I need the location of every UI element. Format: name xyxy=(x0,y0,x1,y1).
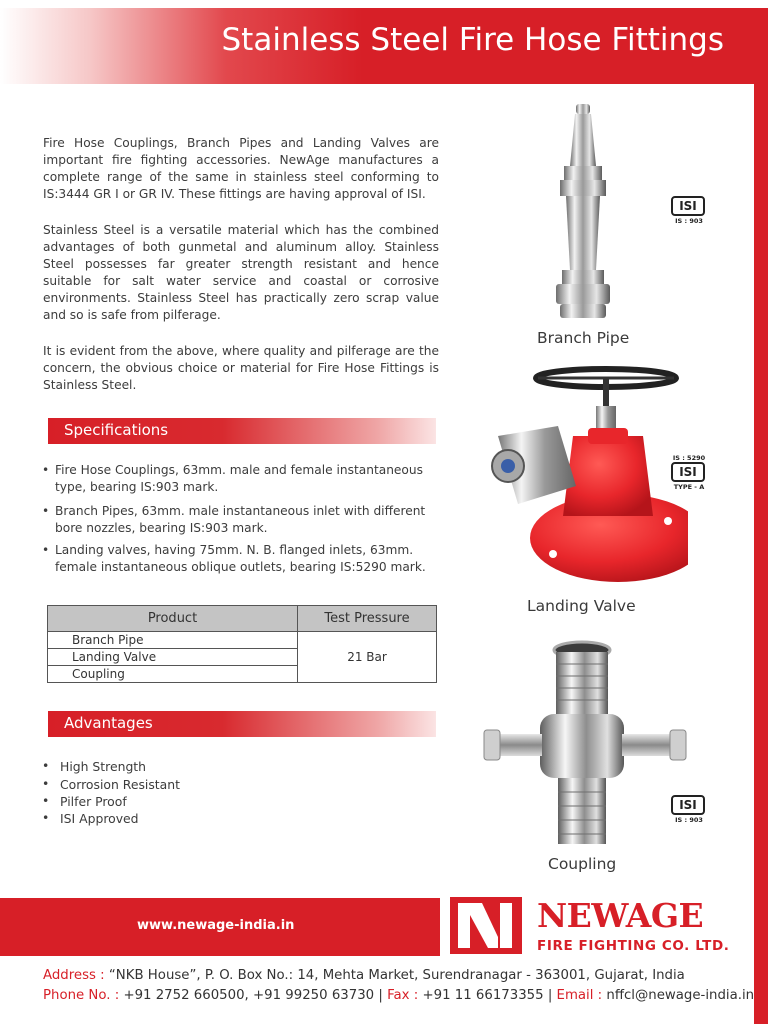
isi-mark-branch-pipe: ISI IS : 903 xyxy=(671,196,707,225)
bullet-icon: • xyxy=(42,543,50,557)
test-pressure-table xyxy=(47,605,437,683)
branch-pipe-image xyxy=(540,100,630,328)
fax-text: +91 11 66173355 xyxy=(422,988,544,1003)
intro-paragraph-3: It is evident from the above, where quality and pilferage are the concern, the obvious choice or material for Fire Hose Fittings is Stainless Steel. xyxy=(43,344,439,392)
fax-label: Fax : xyxy=(387,988,419,1003)
landing-valve-image xyxy=(478,366,688,588)
page-title: Stainless Steel Fire Hose Fittings xyxy=(221,22,724,58)
specifications-heading: Specifications xyxy=(64,421,169,439)
advantages-heading: Advantages xyxy=(64,714,153,732)
specifications-header xyxy=(48,418,436,444)
table-cell-pressure: 21 Bar xyxy=(298,632,437,683)
advantages-header xyxy=(48,711,436,737)
landing-valve-label: Landing Valve xyxy=(527,597,636,615)
isi-logo-icon: ISI xyxy=(671,795,705,815)
email-label: Email : xyxy=(556,988,603,1003)
bullet-icon: • xyxy=(42,810,50,825)
separator: | xyxy=(378,988,383,1003)
coupling-image xyxy=(482,640,690,850)
advantage-item: • ISI Approved xyxy=(42,810,139,826)
table-header-test-pressure: Test Pressure xyxy=(298,606,437,632)
bullet-icon: • xyxy=(42,463,50,477)
bullet-icon: • xyxy=(42,793,50,808)
isi-mark-coupling: ISI IS : 903 xyxy=(671,795,707,824)
spec-item: • Fire Hose Couplings, 63mm. male and female instantaneous type, bearing IS:903 mark. xyxy=(42,463,423,494)
newage-logo-icon xyxy=(450,897,522,954)
right-edge-accent xyxy=(754,8,768,1024)
isi-mark-landing-valve: IS : 5290 ISI TYPE - A xyxy=(672,454,706,491)
email-text[interactable]: nffcl@newage-india.in xyxy=(606,988,755,1003)
spec-item: • Landing valves, having 75mm. N. B. flanged inlets, 63mm. female instantaneous oblique outlets, bearing IS:5290 mark. xyxy=(42,543,426,574)
table-cell-product: Branch Pipe xyxy=(48,632,298,649)
spec-item: • Branch Pipes, 63mm. male instantaneous inlet with different bore nozzles, bearing IS:903 mark. xyxy=(42,504,426,535)
brand-subtitle: FIRE FIGHTING CO. LTD. xyxy=(537,938,730,954)
bullet-icon: • xyxy=(42,776,50,791)
table-row xyxy=(48,632,437,649)
separator: | xyxy=(547,988,553,1003)
phone-text: +91 2752 660500, +91 99250 63730 xyxy=(123,988,375,1003)
table-cell-product: Coupling xyxy=(48,666,298,683)
coupling-label: Coupling xyxy=(548,855,617,873)
address-text: “NKB House”, P. O. Box No.: 14, Mehta Market, Surendranagar - 363001, Gujarat, India xyxy=(108,968,685,983)
advantage-item: • High Strength xyxy=(42,758,147,774)
branch-pipe-label: Branch Pipe xyxy=(537,329,630,347)
table-header-product: Product xyxy=(48,606,298,632)
table-header-row xyxy=(48,606,437,632)
bullet-icon: • xyxy=(42,758,50,773)
bullet-icon: • xyxy=(42,504,50,518)
isi-logo-icon: ISI xyxy=(671,196,705,216)
website-link[interactable]: www.newage-india.in xyxy=(137,918,295,933)
table-cell-product: Landing Valve xyxy=(48,649,298,666)
brand-name: NEWAGE xyxy=(537,896,704,935)
phone-label: Phone No. : xyxy=(43,988,120,1003)
advantage-item: • Corrosion Resistant xyxy=(42,776,180,792)
address-label: Address : xyxy=(43,968,105,983)
isi-logo-icon: ISI xyxy=(671,462,705,482)
advantage-item: • Pilfer Proof xyxy=(42,793,127,809)
intro-paragraph-2: Stainless Steel is a versatile material which has the combined advantages of both gunmetal and aluminum alloy. Stainless Steel possesses far greater strength resistant and hence suitable for salt water service and coastal or corrosive environments. Stainless Steel has practically zero scrap value and so is safe from pilferage. xyxy=(43,223,439,322)
intro-paragraph-1: Fire Hose Couplings, Branch Pipes and Landing Valves are important fire fighting accessories. NewAge manufactures a complete range of the same in stainless steel conforming to IS:3444 GR I or GR IV. These fittings are having approval of ISI. xyxy=(43,136,439,201)
contact-line xyxy=(43,988,754,1003)
address-line xyxy=(43,968,685,983)
